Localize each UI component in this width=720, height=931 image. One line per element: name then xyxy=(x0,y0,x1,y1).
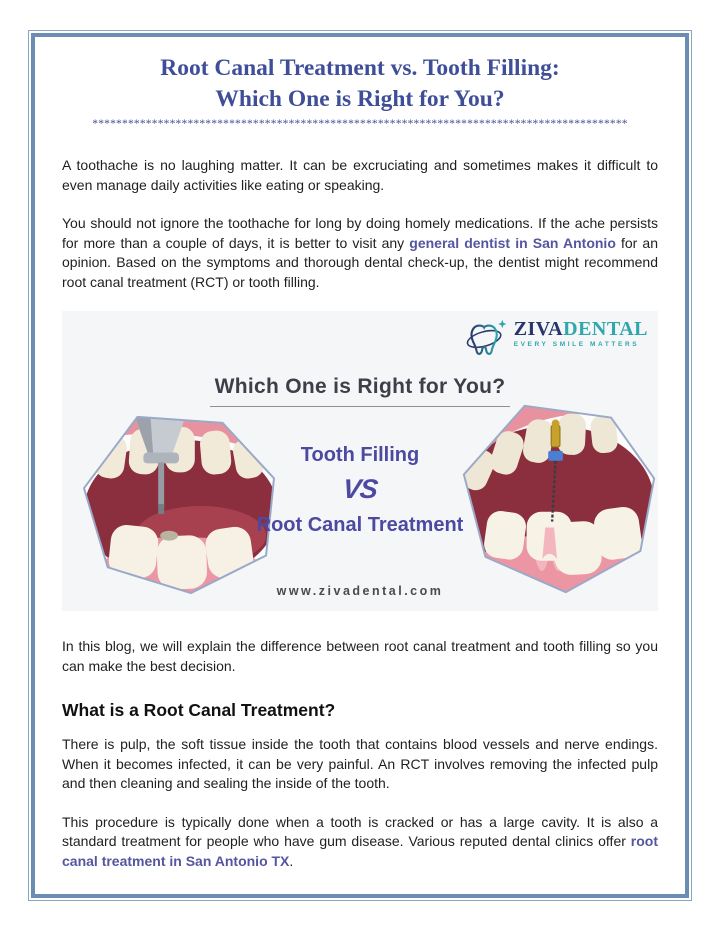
figure-vs-block xyxy=(220,444,500,536)
paragraph-intro-2-text: You should not ignore the toothache for long by doing homely medications. If the ache persists for more than a couple of days, it is better to visit any xyxy=(62,215,658,251)
document-page xyxy=(31,33,689,898)
figure-option-root-canal: Root Canal Treatment xyxy=(256,514,464,536)
logo-tagline: EVERY SMILE MATTERS xyxy=(513,341,640,348)
section-heading-root-canal: What is a Root Canal Treatment? xyxy=(62,700,336,720)
comparison-figure xyxy=(62,311,658,611)
logo-brand-primary: ZIVA xyxy=(513,318,564,340)
link-general-dentist-san-antonio[interactable]: general dentist in San Antonio xyxy=(409,234,616,251)
paragraph-procedure xyxy=(62,813,658,872)
figure-option-tooth-filling: Tooth Filling xyxy=(300,444,420,466)
figure-vs-label: VS xyxy=(341,474,379,504)
logo-brand-name xyxy=(514,318,648,340)
logo-brand-secondary: DENTAL xyxy=(563,318,648,340)
paragraph-intro-2-text-after: for an opinion. Based on the symptoms and thorough dental check-up, the dentist might recommend root canal treatment (RCT) or tooth filling. xyxy=(62,234,658,290)
figure-website-url: www.zivadental.com xyxy=(276,584,444,598)
figure-heading: Which One is Right for You? xyxy=(210,375,511,407)
ziva-dental-logo xyxy=(465,318,648,358)
divider-asterisks: ****************************************************************************************** xyxy=(92,118,628,130)
paragraph-blog-intro: In this blog, we will explain the difference between root canal treatment and tooth filling so you can make the best decision. xyxy=(62,638,658,674)
logo-text xyxy=(514,318,648,348)
link-root-canal-treatment-san-antonio[interactable]: root canal treatment in San Antonio TX xyxy=(62,833,658,869)
page-title xyxy=(62,53,658,115)
paragraph-intro-1: A toothache is no laughing matter. It can be excruciating and sometimes makes it difficult to even manage daily activities like eating or speaking. xyxy=(62,157,658,193)
paragraph-procedure-text-after: . xyxy=(289,852,294,869)
paragraph-pulp: There is pulp, the soft tissue inside the tooth that contains blood vessels and nerve endings. When it becomes infected, it can be very painful. An RCT involves removing the infected pulp and then cleaning and sealing the inside of the tooth. xyxy=(62,736,658,791)
tooth-logo-icon xyxy=(465,318,509,358)
sparkle-icon xyxy=(498,320,506,328)
page-title-line2: Which One is Right for You? xyxy=(215,86,505,112)
paragraph-intro-2 xyxy=(62,214,658,292)
page-border xyxy=(28,30,692,901)
page-title-line1: Root Canal Treatment vs. Tooth Filling: xyxy=(160,55,560,81)
paragraph-procedure-text: This procedure is typically done when a tooth is cracked or has a large cavity. It is also a standard treatment for people who have gum disease. Various reputed dental clinics offer xyxy=(62,813,658,849)
